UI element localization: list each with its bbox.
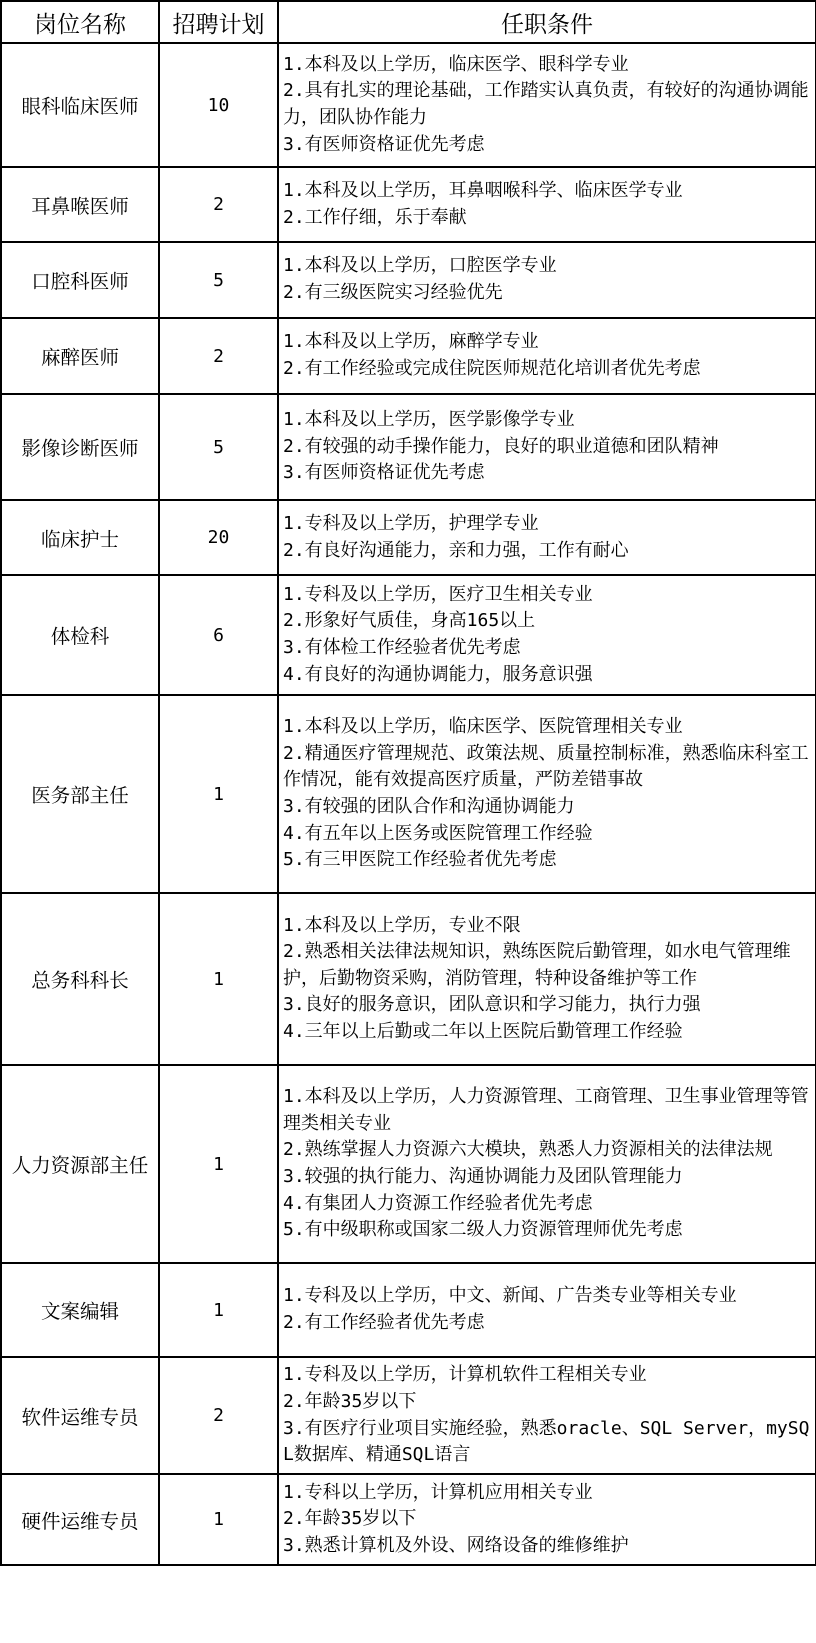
table-row (1, 167, 816, 242)
table-row (1, 43, 816, 167)
requirement-item: 1.本科及以上学历，专业不限 (283, 914, 521, 936)
requirement-item: 1.专科及以上学历，医疗卫生相关专业 (283, 583, 593, 605)
hiring-count: 10 (159, 43, 278, 167)
position-name: 麻醉医师 (1, 318, 159, 394)
requirement-item: 1.专科及以上学历，护理学专业 (283, 512, 539, 534)
hiring-count: 2 (159, 318, 278, 394)
requirement-item: 1.本科及以上学历，人力资源管理、工商管理、卫生事业管理等管理类相关专业 (283, 1086, 809, 1134)
position-name: 体检科 (1, 575, 159, 695)
table-row (1, 1263, 816, 1357)
hiring-count: 1 (159, 1065, 278, 1263)
position-name: 影像诊断医师 (1, 394, 159, 500)
position-name: 眼科临床医师 (1, 43, 159, 167)
requirements-cell (278, 1474, 816, 1565)
hiring-count: 1 (159, 695, 278, 893)
hiring-count: 1 (159, 1474, 278, 1565)
hiring-count: 2 (159, 167, 278, 242)
position-name: 软件运维专员 (1, 1357, 159, 1474)
requirement-item: 2.具有扎实的理论基础，工作踏实认真负责，有较好的沟通协调能力，团队协作能力 (283, 80, 809, 128)
table-row (1, 575, 816, 695)
requirement-item: 3.有较强的团队合作和沟通协调能力 (283, 796, 575, 817)
position-name: 总务科科长 (1, 893, 159, 1065)
table-row (1, 500, 816, 575)
requirement-item: 3.有体检工作经验者优先考虑 (283, 637, 521, 658)
requirement-item: 1.专科及以上学历，中文、新闻、广告类专业等相关专业 (283, 1285, 737, 1307)
table-row (1, 893, 816, 1065)
requirement-item: 1.本科及以上学历，医学影像学专业 (283, 409, 575, 431)
requirement-item: 1.本科及以上学历，麻醉学专业 (283, 331, 539, 353)
requirements-cell (278, 167, 816, 242)
table-row (1, 695, 816, 893)
position-name: 人力资源部主任 (1, 1065, 159, 1263)
position-name: 临床护士 (1, 500, 159, 575)
hiring-count: 5 (159, 242, 278, 318)
requirements-cell (278, 1357, 816, 1474)
requirement-item: 1.本科及以上学历，耳鼻咽喉科学、临床医学专业 (283, 179, 683, 201)
requirement-item: 1.专科以上学历，计算机应用相关专业 (283, 1481, 593, 1503)
hiring-count: 1 (159, 893, 278, 1065)
header-row (1, 1, 816, 43)
requirement-item: 3.较强的执行能力、沟通协调能力及团队管理能力 (283, 1166, 683, 1187)
position-name: 文案编辑 (1, 1263, 159, 1357)
requirement-item: 1.专科及以上学历，计算机软件工程相关专业 (283, 1364, 647, 1386)
requirement-item: 1.本科及以上学历，临床医学、眼科学专业 (283, 53, 629, 75)
requirement-item: 2.形象好气质佳，身高165以上 (283, 610, 536, 632)
table-row (1, 242, 816, 318)
requirement-item: 2.有三级医院实习经验优先 (283, 282, 503, 303)
requirement-item: 3.有医疗行业项目实施经验，熟悉oracle、SQL Server，mySQL数据库、精通SQL语言 (283, 1417, 810, 1466)
hiring-count: 20 (159, 500, 278, 575)
requirement-item: 5.有中级职称或国家二级人力资源管理师优先考虑 (283, 1219, 683, 1241)
requirement-item: 2.有良好沟通能力，亲和力强，工作有耐心 (283, 539, 629, 561)
requirement-item: 1.本科及以上学历，临床医学、医院管理相关专业 (283, 716, 683, 738)
table-row (1, 318, 816, 394)
header-position: 岗位名称 (1, 1, 159, 43)
requirement-item: 2.有较强的动手操作能力，良好的职业道德和团队精神 (283, 435, 719, 457)
header-requirements: 任职条件 (278, 1, 816, 43)
table-row (1, 1065, 816, 1263)
requirement-item: 3.有医师资格证优先考虑 (283, 133, 485, 155)
requirements-cell (278, 318, 816, 394)
requirement-item: 4.三年以上后勤或二年以上医院后勤管理工作经验 (283, 1020, 683, 1042)
table-row (1, 394, 816, 500)
requirement-item: 3.良好的服务意识，团队意识和学习能力，执行力强 (283, 994, 701, 1016)
requirement-item: 1.本科及以上学历，口腔医学专业 (283, 255, 557, 277)
position-name: 硬件运维专员 (1, 1474, 159, 1565)
requirements-cell (278, 893, 816, 1065)
requirement-item: 2.年龄35岁以下 (283, 1390, 417, 1412)
requirement-item: 2.熟练掌握人力资源六大模块，熟悉人力资源相关的法律法规 (283, 1139, 773, 1161)
header-count: 招聘计划 (159, 1, 278, 43)
requirements-cell (278, 1263, 816, 1357)
requirement-item: 2.有工作经验者优先考虑 (283, 1312, 485, 1333)
hiring-count: 1 (159, 1263, 278, 1357)
table-row (1, 1357, 816, 1474)
requirements-cell (278, 695, 816, 893)
requirement-item: 2.熟悉相关法律法规知识，熟练医院后勤管理，如水电气管理维护，后勤物资采购，消防管理，特种设备维护等工作 (283, 941, 791, 989)
requirement-item: 3.有医师资格证优先考虑 (283, 462, 485, 484)
requirement-item: 2.精通医疗管理规范、政策法规、质量控制标准，熟悉临床科室工作情况，能有效提高医疗质量，严防差错事故 (283, 742, 809, 791)
requirements-cell (278, 1065, 816, 1263)
table-row (1, 1474, 816, 1565)
position-name: 医务部主任 (1, 695, 159, 893)
position-name: 口腔科医师 (1, 242, 159, 318)
hiring-count: 5 (159, 394, 278, 500)
requirement-item: 5.有三甲医院工作经验者优先考虑 (283, 849, 557, 871)
requirement-item: 4.有集团人力资源工作经验者优先考虑 (283, 1192, 593, 1214)
requirement-item: 3.熟悉计算机及外设、网络设备的维修维护 (283, 1534, 629, 1556)
requirement-item: 2.工作仔细，乐于奉献 (283, 206, 467, 228)
requirements-cell (278, 242, 816, 318)
requirements-cell (278, 575, 816, 695)
requirement-item: 4.有五年以上医务或医院管理工作经验 (283, 822, 593, 844)
requirement-item: 2.年龄35岁以下 (283, 1508, 417, 1530)
requirements-cell (278, 394, 816, 500)
requirement-item: 4.有良好的沟通协调能力，服务意识强 (283, 663, 593, 685)
requirements-cell (278, 43, 816, 167)
hiring-count: 6 (159, 575, 278, 695)
position-name: 耳鼻喉医师 (1, 167, 159, 242)
hiring-count: 2 (159, 1357, 278, 1474)
requirement-item: 2.有工作经验或完成住院医师规范化培训者优先考虑 (283, 358, 701, 379)
requirements-cell (278, 500, 816, 575)
